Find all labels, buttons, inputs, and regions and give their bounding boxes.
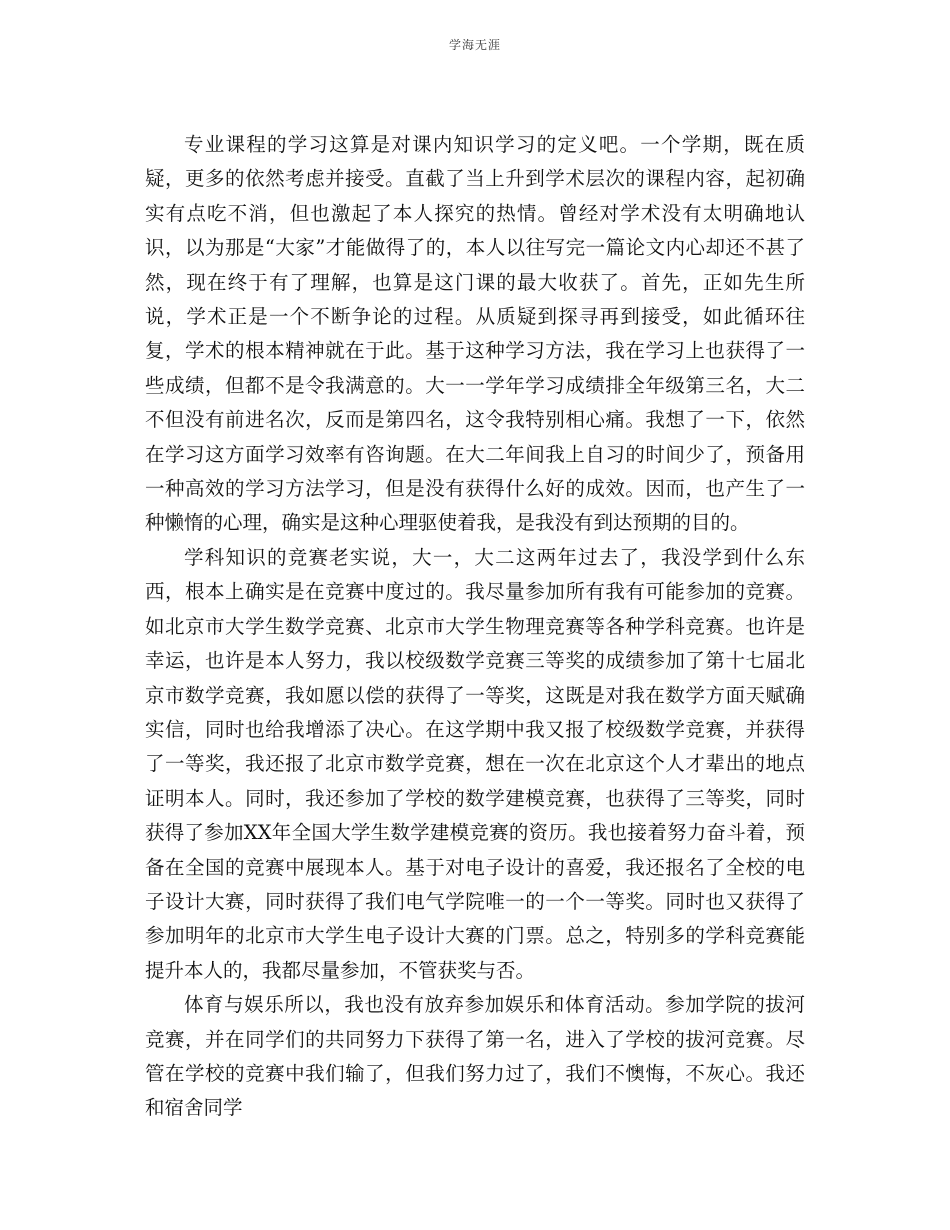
page-header: 学海无涯 — [448, 38, 501, 52]
paragraph-coursework: 专业课程的学习这算是对课内知识学习的定义吧。一个学期，既在质疑，更多的依然考虑并接受。直截了当上升到学术层次的课程内容，起初确实有点吃不消，但也激起了本人探究的热情。曾经对学术没有太明确地认识，以为那是“大家”才能做得了的，本人以往写完一篇论文内心却还不甚了然，现在终于有了理解，也算是这门课的最大收获了。首先，正如先生所说，学术正是一个不断争论的过程。从质疑到探寻再到接受，如此循环往复，学术的根本精神就在于此。基于这种学习方法，我在学习上也获得了一些成绩，但都不是令我满意的。大一一学年学习成绩排全年级第三名，大二不但没有前进名次，反而是第四名，这令我特别相心痛。我想了一下，依然在学习这方面学习效率有咨询题。在大二年间我上自习的时间少了，预备用一种高效的学习方法学习，但是没有获得什么好的成效。因而，也产生了一种懒惰的心理，确实是这种心理驱使着我，是我没有到达预期的目的。 — [145, 133, 805, 535]
document-body — [145, 128, 805, 1126]
paragraph-sports: 体育与娱乐所以，我也没有放弃参加娱乐和体育活动。参加学院的拔河竞赛，并在同学们的共同努力下获得了第一名，进入了学校的拔河竞赛。尽管在学校的竞赛中我们输了，但我们努力过了，我们不懊悔，不灰心。我还和宿舍同学 — [145, 993, 805, 1120]
paragraph-competitions: 学科知识的竞赛老实说，大一，大二这两年过去了，我没学到什么东西，根本上确实是在竞赛中度过的。我尽量参加所有我有可能参加的竞赛。如北京市大学生数学竞赛、北京市大学生物理竞赛等各种学科竞赛。也许是幸运，也许是本人努力，我以校级数学竞赛三等奖的成绩参加了第十七届北京市数学竞赛，我如愿以偿的获得了一等奖，这既是对我在数学方面天赋确实信，同时也给我增添了决心。在这学期中我又报了校级数学竞赛，并获得了一等奖，我还报了北京市数学竞赛，想在一次在北京这个人才辈出的地点证明本人。同时，我还参加了学校的数学建模竞赛，也获得了三等奖，同时获得了参加XX年全国大学生数学建模竞赛的资历。我也接着努力奋斗着，预备在全国的竞赛中展现本人。基于对电子设计的喜爱，我还报名了全校的电子设计大赛，同时获得了我们电气学院唯一的一个一等奖。同时也又获得了参加明年的北京市大学生电子设计大赛的门票。总之，特别多的学科竞赛能提升本人的，我都尽量参加，不管获奖与否。 — [145, 545, 805, 982]
